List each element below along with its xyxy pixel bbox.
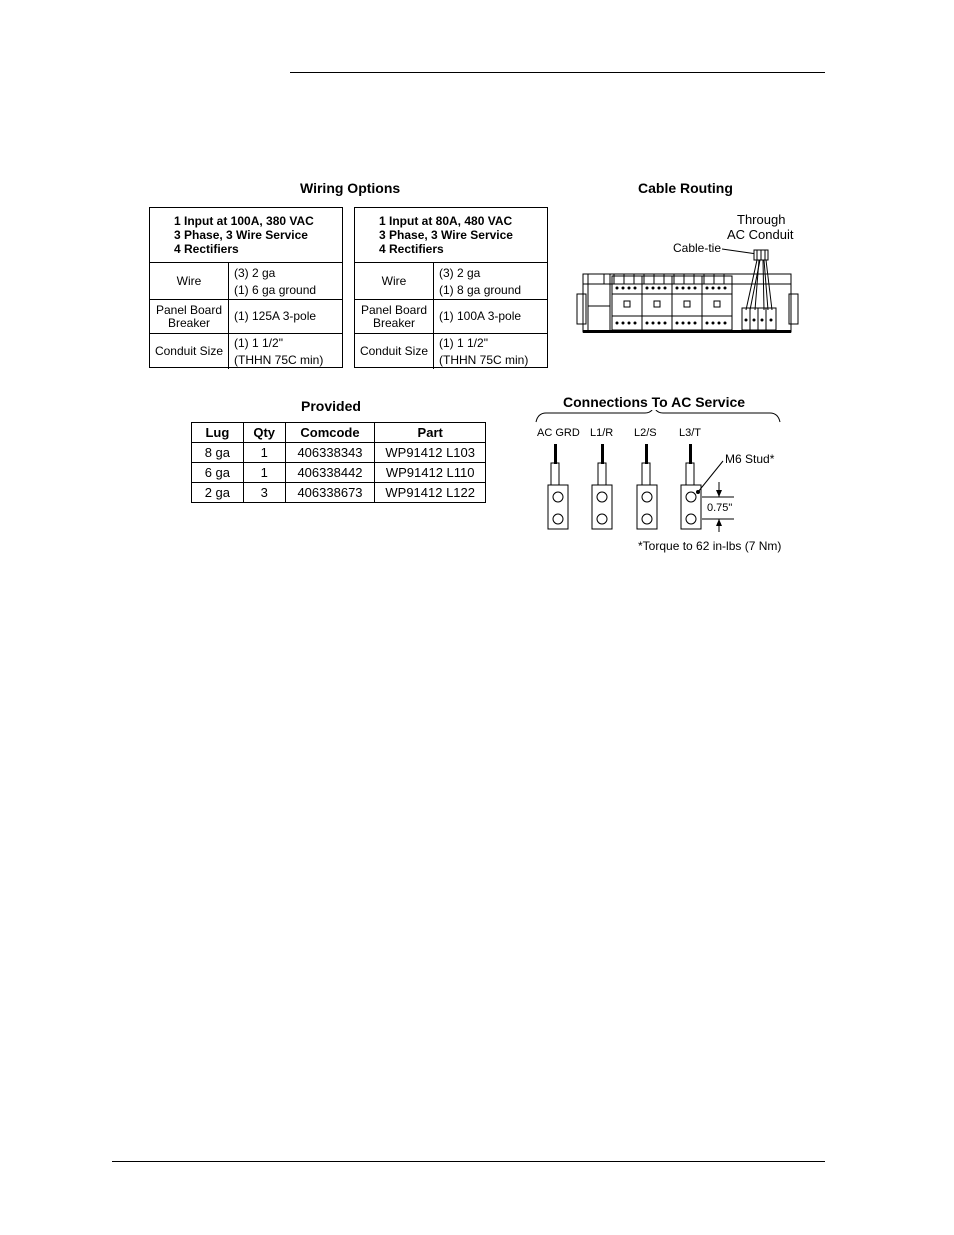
option-a-wire-label: Wire <box>150 263 229 299</box>
option-b-header-line-3: 4 Rectifiers <box>379 242 444 256</box>
terminal-label-l3: L3/T <box>679 427 702 439</box>
option-b-wire-line-2: (1) 8 ga ground <box>439 283 522 297</box>
option-b-breaker-row <box>355 299 547 333</box>
option-a-conduit-label: Conduit Size <box>150 334 229 369</box>
spacing-label: 0.75" <box>707 502 733 514</box>
header-rule <box>290 72 825 73</box>
terminal-label-l1: L1/R <box>590 427 614 439</box>
footer-rule <box>112 1161 825 1162</box>
stud-label: M6 Stud* <box>725 452 775 466</box>
option-b-breaker-label-line-1: Panel Board <box>360 302 428 317</box>
table-cell: 1 <box>243 463 285 483</box>
torque-note: *Torque to 62 in-lbs (7 Nm) <box>638 539 782 553</box>
option-a-header-line-2: 3 Phase, 3 Wire Service <box>174 228 308 242</box>
option-b-breaker-value: (1) 100A 3-pole <box>439 309 522 323</box>
table-cell: 2 ga <box>192 483 244 503</box>
provided-header-cell: Qty <box>243 423 285 443</box>
option-a-breaker-value: (1) 125A 3-pole <box>234 309 317 323</box>
option-b-wire-line-1: (3) 2 ga <box>439 266 481 280</box>
wiring-option-b <box>354 207 548 368</box>
option-b-breaker-label <box>355 300 434 333</box>
table-cell: WP91412 L103 <box>375 443 486 463</box>
provided-header-cell: Lug <box>192 423 244 443</box>
option-b-conduit-label: Conduit Size <box>355 334 434 369</box>
option-a-wire-line-2: (1) 6 ga ground <box>234 283 317 297</box>
option-a-wire-row <box>150 263 342 299</box>
table-cell: WP91412 L122 <box>375 483 486 503</box>
option-a-conduit-row <box>150 333 342 369</box>
table-cell: 3 <box>243 483 285 503</box>
option-a-breaker-label <box>150 300 229 333</box>
provided-title: Provided <box>301 398 361 414</box>
option-a-conduit-line-1: (1) 1 1/2" <box>234 336 283 350</box>
cable-routing-drawing <box>574 244 804 344</box>
provided-table <box>191 422 486 503</box>
option-a-breaker-label-line-2: Breaker <box>167 315 210 330</box>
cable-routing-title: Cable Routing <box>638 180 733 196</box>
table-cell: 8 ga <box>192 443 244 463</box>
cable-tie-label: Cable-tie <box>673 241 722 255</box>
option-a-header-line-3: 4 Rectifiers <box>174 242 239 256</box>
option-b-conduit-line-2: (THHN 75C min) <box>439 353 529 367</box>
provided-header-cell: Comcode <box>285 423 375 443</box>
terminal-label-ac-grd: AC GRD <box>537 427 580 439</box>
option-b-conduit-line-1: (1) 1 1/2" <box>439 336 488 350</box>
option-b-wire-row <box>355 263 547 299</box>
table-cell: 406338343 <box>285 443 375 463</box>
table-cell: 406338673 <box>285 483 375 503</box>
provided-header-row <box>192 423 486 443</box>
table-row <box>192 463 486 483</box>
connections-title: Connections To AC Service <box>563 394 746 410</box>
table-cell: 1 <box>243 443 285 463</box>
option-b-header <box>355 208 547 263</box>
option-a-header <box>150 208 342 263</box>
option-a-wire-line-1: (3) 2 ga <box>234 266 276 280</box>
option-b-header-line-1: 1 Input at 80A, 480 VAC <box>379 214 513 228</box>
table-row <box>192 483 486 503</box>
option-a-header-line-1: 1 Input at 100A, 380 VAC <box>174 214 314 228</box>
option-a-breaker-row <box>150 299 342 333</box>
table-cell: 6 ga <box>192 463 244 483</box>
through-label-line-1: Through <box>737 212 786 227</box>
wiring-option-a <box>149 207 343 368</box>
through-label-line-2: AC Conduit <box>727 227 794 242</box>
table-row <box>192 443 486 463</box>
option-b-conduit-row <box>355 333 547 369</box>
option-a-conduit-line-2: (THHN 75C min) <box>234 353 324 367</box>
option-b-header-line-2: 3 Phase, 3 Wire Service <box>379 228 513 242</box>
option-b-wire-label: Wire <box>355 263 434 299</box>
connections-drawing <box>530 410 790 540</box>
terminal-label-l2: L2/S <box>634 427 657 439</box>
provided-header-cell: Part <box>375 423 486 443</box>
table-cell: 406338442 <box>285 463 375 483</box>
option-b-breaker-label-line-2: Breaker <box>372 315 415 330</box>
option-a-breaker-label-line-1: Panel Board <box>155 302 223 317</box>
wiring-options-title: Wiring Options <box>300 180 401 196</box>
table-cell: WP91412 L110 <box>375 463 486 483</box>
